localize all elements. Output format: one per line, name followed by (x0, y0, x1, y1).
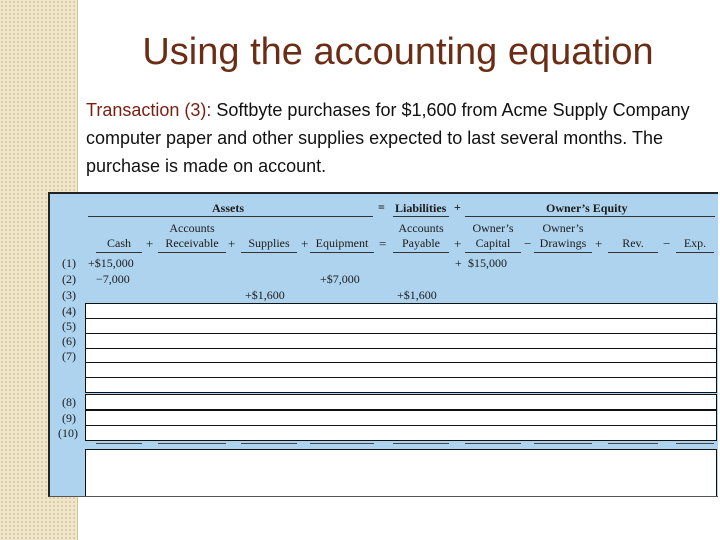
hidden-row-bar (85, 362, 717, 378)
column-owners-capital: Capital (475, 236, 511, 250)
hidden-row-bar (85, 303, 717, 319)
hidden-row-bar (85, 425, 717, 441)
equipment-underline (310, 252, 374, 253)
total-line (310, 443, 374, 444)
hidden-row-bar (85, 410, 717, 426)
transaction-text: Softbyte purchases for $1,600 from Acme Supply Company computer paper and other supplies expected to last several months. The purchase is made on account. (86, 100, 690, 176)
operator-plus: + (146, 236, 154, 251)
drawings-underline (534, 252, 592, 253)
liabilities-equity-plus: + (454, 200, 461, 214)
row-number: (4) (62, 304, 76, 318)
operator-minus: − (663, 236, 671, 251)
assets-header: Assets (212, 201, 244, 215)
hidden-row-bar (85, 348, 717, 363)
operator-equals: = (379, 236, 387, 251)
row-number: (10) (58, 426, 78, 440)
operator-minus: − (524, 236, 532, 251)
operator-plus: + (228, 236, 236, 251)
row-number: (8) (62, 395, 76, 409)
column-top-accounts-payable: Accounts (398, 221, 444, 235)
slide-title: Using the accounting equation (142, 31, 654, 73)
total-line (393, 443, 449, 444)
column-equipment: Equipment (315, 236, 369, 250)
total-line (676, 443, 714, 444)
total-line (158, 443, 226, 444)
row-number: (2) (62, 272, 76, 286)
expenses-underline (676, 252, 714, 253)
cash-underline (96, 252, 142, 253)
equals-sign: = (378, 200, 385, 214)
column-supplies: Supplies (248, 236, 290, 250)
total-line (534, 443, 592, 444)
operator-plus: + (595, 236, 603, 251)
column-revenues: Rev. (622, 236, 644, 250)
row1-capital: $15,000 (468, 256, 507, 270)
column-accounts-payable: Payable (402, 236, 440, 250)
row-number: (5) (62, 319, 76, 333)
receivable-underline (158, 252, 226, 253)
row-number: (1) (62, 256, 76, 270)
owners-equity-underline (465, 216, 715, 217)
payable-underline (393, 252, 449, 253)
transaction-label: Transaction (3): (86, 100, 212, 120)
hidden-row-bar (85, 318, 717, 334)
total-line (608, 443, 658, 444)
row-number: (3) (62, 288, 76, 302)
column-expenses: Exp. (683, 236, 707, 250)
column-top-owners-drawings: Owner’s (542, 221, 584, 235)
row1-cash: +$15,000 (88, 256, 134, 270)
row2-equipment: +$7,000 (320, 272, 360, 286)
total-line (241, 443, 297, 444)
owners-equity-header: Owner’s Equity (546, 201, 628, 215)
total-line (96, 443, 142, 444)
operator-plus: + (454, 236, 462, 251)
capital-underline (465, 252, 521, 253)
row-number: (9) (62, 411, 76, 425)
row2-cash: −7,000 (96, 272, 130, 286)
column-top-owners-capital: Owner’s (472, 221, 514, 235)
transaction-description (86, 96, 716, 180)
supplies-underline (241, 252, 297, 253)
accounting-equation-table (48, 192, 718, 497)
row3-supplies: +$1,600 (245, 288, 285, 302)
hidden-row-bar (85, 394, 717, 410)
total-line (465, 443, 521, 444)
liabilities-header: Liabilities (395, 201, 447, 215)
assets-underline (88, 216, 373, 217)
column-cash: Cash (107, 236, 131, 250)
row1-plus: + (455, 256, 462, 270)
hidden-totals-box (85, 449, 717, 497)
row-number: (7) (62, 349, 76, 363)
column-accounts-receivable: Receivable (165, 236, 219, 250)
revenues-underline (608, 252, 658, 253)
liabilities-underline (393, 216, 449, 217)
column-owners-drawings: Drawings (539, 236, 587, 250)
row3-payable: +$1,600 (397, 288, 437, 302)
hidden-row-bar (85, 377, 717, 393)
operator-plus: + (301, 236, 309, 251)
column-top-accounts-receivable: Accounts (169, 221, 215, 235)
hidden-row-bar (85, 333, 717, 349)
row-number: (6) (62, 334, 76, 348)
